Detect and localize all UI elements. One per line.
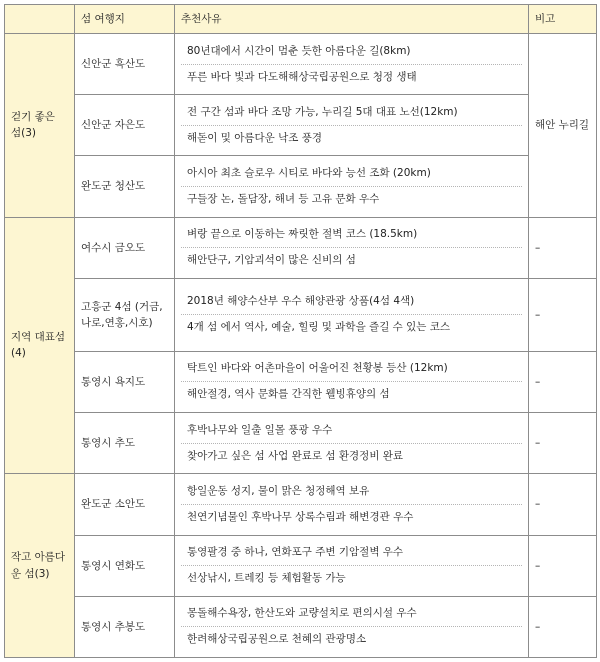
table-header-row <box>5 5 597 34</box>
destination-cell: 신안군 자은도 <box>75 95 175 156</box>
destination-cell: 통영시 추봉도 <box>75 596 175 657</box>
reason-cell <box>175 95 529 156</box>
table-row <box>5 34 597 95</box>
category-regional-islands: 지역 대표섬 (4) <box>5 217 75 474</box>
reason-cell <box>175 535 529 596</box>
table-row <box>5 596 597 657</box>
note-cell: – <box>529 474 597 535</box>
header-category <box>5 5 75 34</box>
reason-line: 탁트인 바다와 어촌마을이 어울어진 천황봉 등산 (12km) <box>187 362 448 375</box>
reason-line: 해안단구, 기암괴석이 많은 신비의 섬 <box>181 247 522 273</box>
reason-line: 해돋이 및 아름다운 낙조 풍경 <box>181 125 522 151</box>
reason-line: 한려해상국립공원으로 천혜의 관광명소 <box>181 626 522 652</box>
reason-line: 벼랑 끝으로 이동하는 짜릿한 절벽 코스 (18.5km) <box>187 228 418 241</box>
destination-cell: 고흥군 4섬 (거금,나로,연홍,시호) <box>75 278 175 351</box>
reason-cell <box>175 217 529 278</box>
destination-cell: 통영시 욕지도 <box>75 351 175 412</box>
reason-cell <box>175 596 529 657</box>
reason-cell <box>175 474 529 535</box>
reason-cell <box>175 278 529 351</box>
destination-cell: 통영시 추도 <box>75 413 175 474</box>
reason-line: 80년대에서 시간이 멈춘 듯한 아름다운 길(8km) <box>187 44 411 57</box>
note-cell: – <box>529 596 597 657</box>
destination-cell: 신안군 흑산도 <box>75 34 175 95</box>
reason-line: 2018년 해양수산부 우수 해양관광 상품(4섬 4색) <box>187 295 415 308</box>
category-small-beautiful-islands: 작고 아름다운 섬(3) <box>5 474 75 658</box>
header-note: 비고 <box>529 5 597 34</box>
table-row <box>5 278 597 351</box>
reason-line: 몽돌해수욕장, 한산도와 교량설치로 편의시설 우수 <box>187 607 417 620</box>
note-cell: – <box>529 217 597 278</box>
destination-cell: 통영시 연화도 <box>75 535 175 596</box>
note-cell: – <box>529 535 597 596</box>
reason-line: 천연기념물인 후박나무 상록수림과 해변경관 우수 <box>181 504 522 530</box>
reason-cell <box>175 34 529 95</box>
reason-line: 해안절경, 역사 문화를 간직한 웰빙휴양의 섬 <box>181 381 522 407</box>
reason-line: 푸른 바다 빛과 다도해해상국립공원으로 청정 생태 <box>181 64 522 90</box>
header-destination: 섬 여행지 <box>75 5 175 34</box>
reason-cell <box>175 156 529 217</box>
reason-line: 구들장 논, 돌담장, 해녀 등 고유 문화 우수 <box>181 186 522 212</box>
destination-cell: 완도군 청산도 <box>75 156 175 217</box>
reason-line: 통영팔경 중 하나, 연화포구 주변 기암절벽 우수 <box>187 546 404 559</box>
note-cell: – <box>529 278 597 351</box>
reason-line: 전 구간 섬과 바다 조망 가능, 누리길 5대 대표 노선(12km) <box>187 105 458 118</box>
reason-cell <box>175 351 529 412</box>
table-row <box>5 156 597 217</box>
reason-line: 아시아 최초 슬로우 시티로 바다와 능선 조화 (20km) <box>187 167 431 180</box>
table-row <box>5 474 597 535</box>
island-recommendation-table <box>4 4 597 658</box>
reason-line: 항일운동 성지, 물이 맑은 청정해역 보유 <box>187 484 370 497</box>
note-cell: – <box>529 351 597 412</box>
note-cell: 해안 누리길 <box>529 34 597 218</box>
reason-line: 후박나무와 일출 일몰 풍광 우수 <box>187 423 333 436</box>
reason-line: 찾아가고 싶은 섬 사업 완료로 섬 환경정비 완료 <box>181 443 522 469</box>
destination-cell: 완도군 소안도 <box>75 474 175 535</box>
table-row <box>5 95 597 156</box>
table-row <box>5 413 597 474</box>
reason-line: 4개 섬 에서 역사, 예술, 힐링 및 과학을 즐길 수 있는 코스 <box>181 314 522 340</box>
header-reason: 추천사유 <box>175 5 529 34</box>
reason-line: 선상낚시, 트레킹 등 체험활동 가능 <box>181 565 522 591</box>
category-walking-islands: 걷기 좋은 섬(3) <box>5 34 75 218</box>
reason-cell <box>175 413 529 474</box>
table-row <box>5 535 597 596</box>
destination-cell: 여수시 금오도 <box>75 217 175 278</box>
table-row <box>5 351 597 412</box>
note-cell: – <box>529 413 597 474</box>
table-row <box>5 217 597 278</box>
